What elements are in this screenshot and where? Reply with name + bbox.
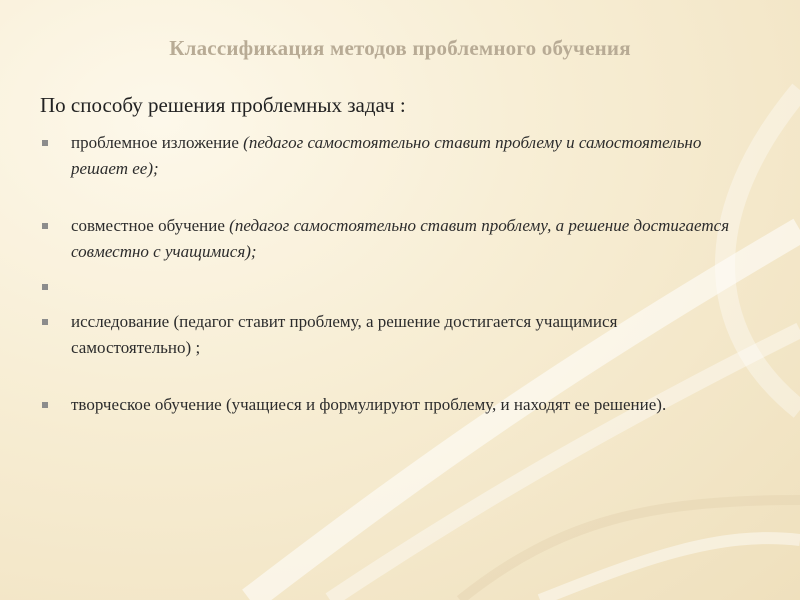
bullet-main-text: исследование (педагог ставит проблему, а решение достигается учащимися самостоятельно) ; [71, 312, 618, 357]
bullet-note-text: (педагог самостоятельно ставит проблему и самостоятельно решает ее); [71, 133, 702, 178]
bullet-item-research [40, 309, 740, 361]
bullet-item-joint-learning [40, 213, 740, 265]
bullet-item-problem-presentation [40, 130, 740, 182]
square-bullet-icon [42, 140, 48, 146]
square-bullet-icon [42, 402, 48, 408]
bullet-item-empty [40, 274, 740, 300]
square-bullet-icon [42, 223, 48, 229]
square-bullet-icon [42, 319, 48, 325]
bullet-main-text: совместное обучение [71, 216, 230, 235]
bullet-list [40, 130, 740, 418]
bullet-note-text: (педагог самостоятельно ставит проблему, а решение достигается совместно с учащимися); [71, 216, 730, 261]
bullet-main-text: творческое обучение (учащиеся и формулируют проблему, и находят ее решение). [71, 395, 667, 414]
slide-title: Классификация методов проблемного обучения [169, 36, 631, 60]
bullet-item-creative-learning [40, 392, 740, 418]
square-bullet-icon [42, 284, 48, 290]
bullet-main-text: проблемное изложение [71, 133, 244, 152]
slide-subtitle: По способу решения проблемных задач : [40, 93, 406, 117]
